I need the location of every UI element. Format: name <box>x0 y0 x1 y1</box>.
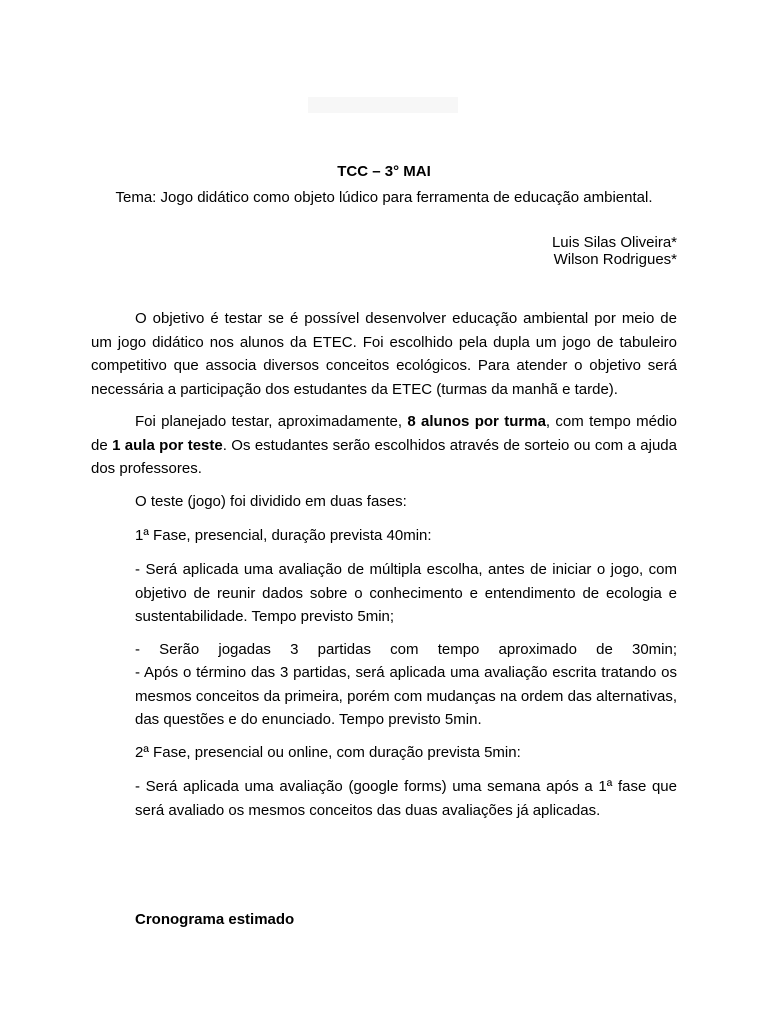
phase1-title: 1ª Fase, presencial, duração prevista 40min: <box>135 527 432 544</box>
objective-paragraph: O objetivo é testar se é possível desenvolver educação ambiental por meio de um jogo didático nos alunos da ETEC. Foi escolhido pela dupla um jogo de tabuleiro competitivo que associa diversos conceitos ecológicos. Para atender o objetivo será necessária a participação dos estudantes da ETEC (turmas da manhã e tarde). <box>91 310 677 398</box>
planning-students-per-class: 8 alunos por turma <box>407 413 546 430</box>
phase2-title: 2ª Fase, presencial ou online, com duração prevista 5min: <box>135 744 521 761</box>
author-1: Luis Silas Oliveira* <box>551 234 677 251</box>
planning-classes-per-test: 1 aula por teste <box>112 436 223 454</box>
document-theme: Tema: Jogo didático como objeto lúdico para ferramenta de educação ambiental. <box>115 189 653 206</box>
author-2: Wilson Rodrigues* <box>553 251 677 268</box>
faint-header-mark <box>308 97 458 113</box>
planning-paragraph <box>91 410 677 481</box>
phase1-item-1: - Será aplicada uma avaliação de múltipla escolha, antes de iniciar o jogo, com objetivo de reunir dados sobre o conhecimento e entendimento de ecologia e sustentabilidade. Tempo previsto 5min; <box>135 561 677 625</box>
phase2-item-1: - Será aplicada uma avaliação (google forms) uma semana após a 1ª fase que será avaliado os mesmos conceitos das duas avaliações já aplicadas. <box>135 778 677 819</box>
planning-text-1: Foi planejado testar, aproximadamente, <box>135 413 408 430</box>
document-title: TCC – 3° MAI <box>337 163 431 180</box>
planning-text-2: , com tempo médio de <box>91 413 677 454</box>
schedule-heading: Cronograma estimado <box>135 911 295 928</box>
planning-text-3: . Os estudantes serão escolhidos através de sorteio ou com a ajuda dos professores. <box>91 436 677 477</box>
phase1-item-3: - Após o término das 3 partidas, será aplicada uma avaliação escrita tratando os mesmos conceitos da primeira, porém com mudanças na ordem das alternativas, das questões e do enunciado. Tempo previsto 5min. <box>135 664 677 728</box>
phase1-item-2: - Serão jogadas 3 partidas com tempo aproximado de 30min; <box>135 641 677 658</box>
authors-block <box>552 234 677 268</box>
phases-intro: O teste (jogo) foi dividido em duas fases: <box>135 493 407 510</box>
